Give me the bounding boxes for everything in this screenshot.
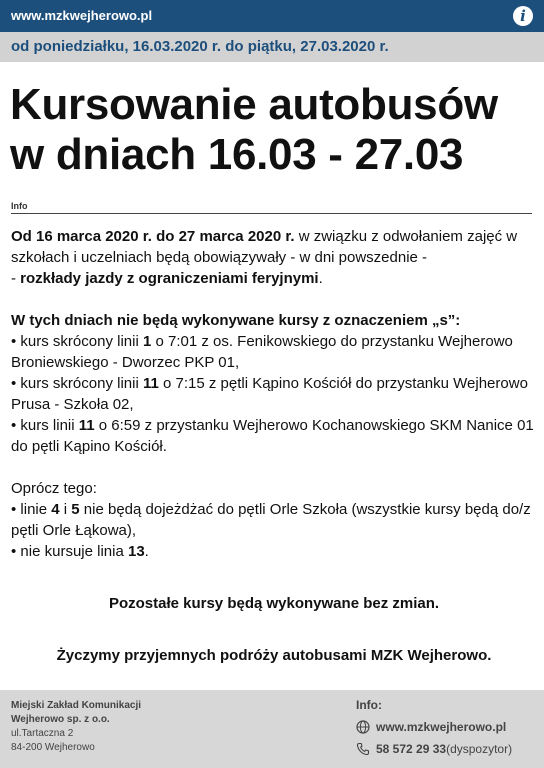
city: 84-200 Wejherowo xyxy=(11,742,95,753)
category-label: Info xyxy=(11,201,28,211)
phone-number[interactable]: 58 572 29 33 xyxy=(376,742,447,756)
page-title-line-1: Kursowanie autobusów xyxy=(10,80,498,129)
list-item: • kurs skrócony linii 11 o 7:15 z pętli Kąpino Kościół do przystanku Wejherowo Prusa - Szkoła 02, xyxy=(11,375,528,413)
intro-date: Od 16 marca 2020 r. do 27 marca 2020 r. xyxy=(11,228,295,245)
closing-unchanged: Pozostałe kursy będą wykonywane bez zmian. xyxy=(108,595,440,612)
company-name-1: Miejski Zakład Komunikacji xyxy=(11,700,142,711)
intro-paragraph: Od 16 marca 2020 r. do 27 marca 2020 r. w związku z odwołaniem zajęć w szkołach i uczelniach będą obowiązywały - w dni powszednie - - rozkłady jazdy z ograniczeniami feryjnymi. xyxy=(11,228,518,287)
list-item: • kurs linii 11 o 6:59 z przystanku Wejherowo Kochanowskiego SKM Nanice 01 do pętli Kąpino Kościół. xyxy=(11,417,534,455)
company-address xyxy=(11,699,141,755)
site-url[interactable]: www.mzkwejherowo.pl xyxy=(11,8,153,23)
page-title-line-2: w dniach 16.03 - 27.03 xyxy=(10,130,464,179)
phone-icon xyxy=(356,742,370,756)
company-name-2: Wejherowo sp. z o.o. xyxy=(11,714,110,725)
info-label: Info: xyxy=(356,698,382,712)
closing-wishes: Życzymy przyjemnych podróży autobusami MZK Wejherowo. xyxy=(56,647,492,664)
article-body xyxy=(11,226,537,666)
list-item: • nie kursuje linia 13. xyxy=(11,543,149,560)
phone-row[interactable] xyxy=(356,739,512,759)
info-icon[interactable]: i xyxy=(513,6,533,26)
date-range-band xyxy=(0,32,544,62)
besides-heading: Oprócz tego: xyxy=(11,480,97,497)
list-item: • kurs skrócony linii 1 o 7:01 z os. Fenikowskiego do przystanku Wejherowo Broniewskiego - Dworzec PKP 01, xyxy=(11,333,513,371)
globe-icon xyxy=(356,720,370,734)
list-item: • linie 4 i 5 nie będą dojeżdżać do pętli Orle Szkoła (wszystkie kursy będą do/z pętli Orle Łąkowa), xyxy=(11,501,531,539)
date-range-text: od poniedziałku, 16.03.2020 r. do piątku, 27.03.2020 r. xyxy=(11,38,389,55)
street: ul.Tartaczna 2 xyxy=(11,728,74,739)
website-row[interactable] xyxy=(356,717,512,737)
divider xyxy=(11,213,532,214)
intro-schedule: rozkłady jazdy z ograniczeniami feryjnymi xyxy=(20,270,319,287)
website-link[interactable]: www.mzkwejherowo.pl xyxy=(376,720,507,734)
page-title xyxy=(10,80,498,180)
top-bar xyxy=(0,0,544,32)
no-s-heading: W tych dniach nie będą wykonywane kursy z oznaczeniem „s”: xyxy=(11,312,461,329)
footer xyxy=(0,690,544,768)
phone-note: (dyspozytor) xyxy=(446,742,513,756)
footer-contact xyxy=(356,698,512,761)
